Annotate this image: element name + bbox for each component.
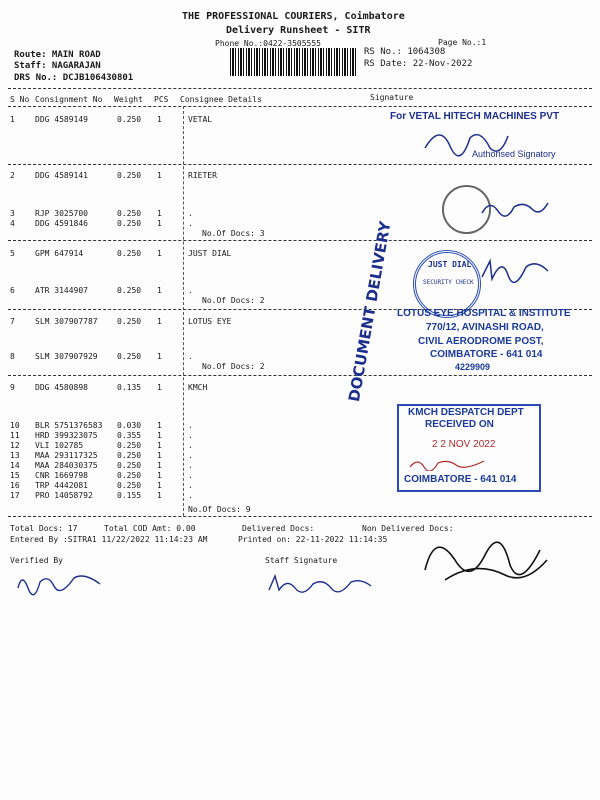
phone-number: Phone No.:0422-3505555 [215,39,321,48]
row-consignee: . [188,352,193,361]
signature-scribble [480,195,550,223]
rs-date: RS Date: 22-Nov-2022 [364,59,473,69]
row-pcs: 1 [157,286,162,295]
row-consignment: PRO 14058792 [35,491,93,500]
lotus-stamp-line1: LOTUS EYE HOSPITAL & INSTITUTE [397,308,571,319]
row-sno: 5 [10,249,15,258]
row-pcs: 1 [157,383,162,392]
row-consignment: GPM 647914 [35,249,84,258]
row-pcs: 1 [157,491,162,500]
row-consignment: DDG 4591846 [35,219,88,228]
row-pcs: 1 [157,431,162,440]
row-consignee: LOTUS EYE [188,317,232,326]
group-rule [8,240,592,241]
row-weight: 0.155 [117,491,142,500]
row-pcs: 1 [157,352,162,361]
docs-count: No.Of Docs: 3 [202,229,265,238]
kmch-stamp-received: RECEIVED ON [425,419,494,430]
row-weight: 0.250 [117,115,142,124]
col-sno: S No [10,95,30,104]
row-consignment: DDG 4580898 [35,383,88,392]
route: Route: MAIN ROAD [14,50,101,60]
drs-number: DRS No.: DCJB106430801 [14,73,134,83]
row-weight: 0.250 [117,317,142,326]
printed-on: Printed on: 22-11-2022 11:14:35 [238,535,388,544]
row-weight: 0.250 [117,441,142,450]
row-sno: 2 [10,171,15,180]
row-consignee: . [188,491,193,500]
row-consignee: . [188,431,193,440]
row-weight: 0.250 [117,219,142,228]
row-pcs: 1 [157,209,162,218]
total-cod: Total COD Amt: 0.00 [104,524,196,533]
vetal-stamp-role: Authorised Signatory [472,149,556,159]
row-consignment: CNR 1669798 [35,471,88,480]
row-consignee: KMCH [188,383,208,392]
row-weight: 0.030 [117,421,142,430]
page-number: Page No.:1 [438,38,487,47]
column-divider [183,106,184,516]
row-weight: 0.250 [117,451,142,460]
row-consignee: JUST DIAL [188,249,232,258]
row-sno: 12 [10,441,20,450]
row-pcs: 1 [157,171,162,180]
row-sno: 15 [10,471,20,480]
row-pcs: 1 [157,481,162,490]
row-weight: 0.135 [117,383,142,392]
lotus-stamp-line3: CIVIL AERODROME POST, [418,336,544,347]
col-pcs: PCS [154,95,169,104]
row-sno: 11 [10,431,20,440]
lotus-stamp-line4: COIMBATORE - 641 014 [430,349,543,360]
kmch-signature [408,455,488,471]
row-sno: 10 [10,421,20,430]
row-consignee: . [188,209,193,218]
large-signature-scribble [415,520,555,600]
rs-number: RS No.: 1064308 [364,47,446,57]
company-name: THE PROFESSIONAL COURIERS, Coimbatore [182,11,405,22]
row-consignee: . [188,286,193,295]
delivered-docs: Delivered Docs: [242,524,315,533]
vetal-stamp-company: For VETAL HITECH MACHINES PVT [390,111,560,122]
col-weight: Weight [114,95,143,104]
row-pcs: 1 [157,421,162,430]
row-consignee: . [188,481,193,490]
row-consignee: VETAL [188,115,213,124]
header-top-rule [8,88,592,89]
row-weight: 0.250 [117,171,142,180]
col-consignee: Consignee Details [180,95,262,104]
docs-count: No.Of Docs: 2 [202,362,265,371]
group-rule [8,375,592,376]
row-weight: 0.250 [117,461,142,470]
row-consignment: DDG 4589149 [35,115,88,124]
row-sno: 9 [10,383,15,392]
row-consignment: ATR 3144907 [35,286,88,295]
justdial-seal-name: JUST DIAL [428,260,472,269]
row-consignment: VLI 102785 [35,441,84,450]
row-pcs: 1 [157,441,162,450]
row-consignment: DDG 4589141 [35,171,88,180]
row-sno: 4 [10,219,15,228]
kmch-stamp-date: 2 2 NOV 2022 [432,439,496,450]
justdial-signature [478,255,553,285]
staff-signature [265,572,375,598]
row-sno: 13 [10,451,20,460]
row-consignment: MAA 293117325 [35,451,98,460]
kmch-stamp-city: COIMBATORE - 641 014 [404,474,517,485]
row-pcs: 1 [157,115,162,124]
kmch-stamp-title: KMCH DESPATCH DEPT [408,407,524,418]
row-pcs: 1 [157,317,162,326]
row-consignee: . [188,461,193,470]
row-sno: 7 [10,317,15,326]
row-weight: 0.355 [117,431,142,440]
row-consignee: . [188,471,193,480]
verified-by-label: Verified By [10,556,63,565]
header-bottom-rule [8,106,592,107]
col-consignment: Consignment No [35,95,103,104]
row-weight: 0.250 [117,286,142,295]
entered-by: Entered By :SITRA1 11/22/2022 11:14:23 AM [10,535,208,544]
row-sno: 16 [10,481,20,490]
row-consignment: RJP 3025700 [35,209,88,218]
row-consignment: TRP 4442081 [35,481,88,490]
document-title: Delivery Runsheet - SITR [226,25,371,36]
barcode [230,48,356,76]
lotus-stamp-line2: 770/12, AVINASHI ROAD, [426,322,544,333]
row-weight: 0.250 [117,352,142,361]
row-consignment: MAA 284030375 [35,461,98,470]
row-sno: 6 [10,286,15,295]
non-delivered-docs: Non Delivered Docs: [362,524,454,533]
row-consignee: . [188,421,193,430]
total-docs: Total Docs: 17 [10,524,78,533]
table-bottom-rule [8,516,592,517]
row-consignment: SLM 307907929 [35,352,98,361]
row-pcs: 1 [157,461,162,470]
row-sno: 1 [10,115,15,124]
staff-signature-label: Staff Signature [265,556,338,565]
row-consignee: . [188,219,193,228]
group-rule [8,164,592,165]
row-weight: 0.250 [117,471,142,480]
row-weight: 0.250 [117,249,142,258]
docs-count: No.Of Docs: 9 [188,505,251,514]
row-sno: 14 [10,461,20,470]
row-consignment: HRD 399323075 [35,431,98,440]
row-consignment: BLR 5751376583 [35,421,103,430]
staff: Staff: NAGARAJAN [14,61,101,71]
row-pcs: 1 [157,471,162,480]
row-consignee: . [188,451,193,460]
docs-count: No.Of Docs: 2 [202,296,265,305]
row-pcs: 1 [157,451,162,460]
row-pcs: 1 [157,249,162,258]
justdial-seal-inner: SECURITY CHECK [423,279,474,286]
verified-by-signature [14,568,104,598]
row-sno: 3 [10,209,15,218]
row-consignee: . [188,441,193,450]
row-consignment: SLM 307907787 [35,317,98,326]
row-weight: 0.250 [117,209,142,218]
row-consignee: RIETER [188,171,217,180]
row-sno: 8 [10,352,15,361]
row-weight: 0.250 [117,481,142,490]
vetal-signature [420,118,510,163]
col-signature: Signature [370,93,414,102]
lotus-stamp-line5: 4229909 [455,362,491,372]
document-delivery-stamp: DOCUMENT DELIVERY [345,219,395,404]
row-sno: 17 [10,491,20,500]
row-pcs: 1 [157,219,162,228]
